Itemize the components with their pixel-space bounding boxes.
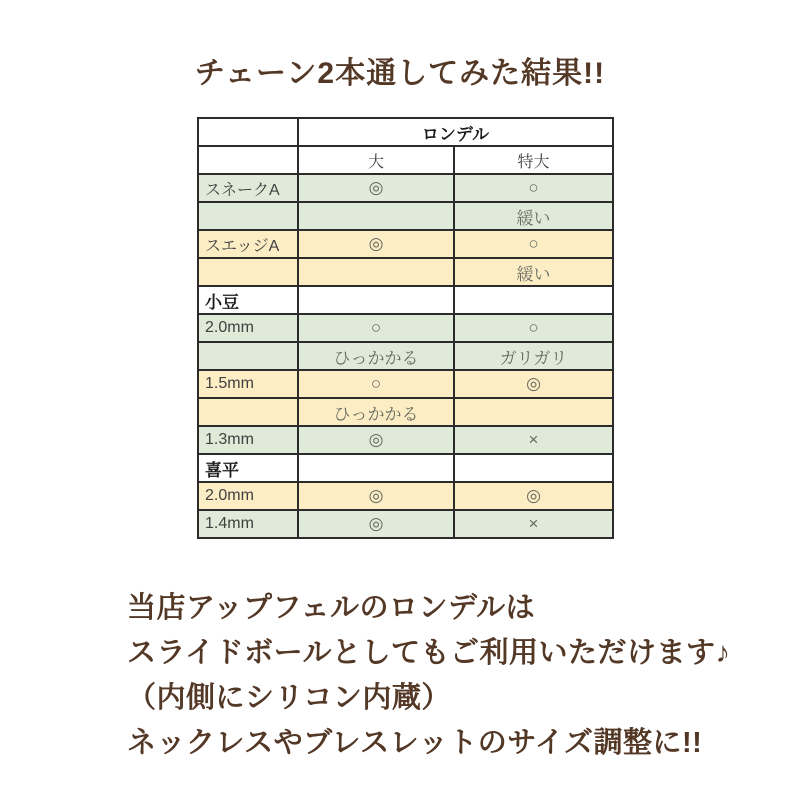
footer-line-1: 当店アップフェルのロンデルは [127,592,536,624]
cell-tokudai [454,454,613,482]
row-label [198,258,298,286]
table-row [198,174,613,202]
row-label: 1.3mm [198,426,298,454]
cell-tokudai: × [454,426,613,454]
table-body [198,174,613,538]
cell-dai: ○ [298,314,454,342]
table-row [198,342,613,370]
row-label: 2.0mm [198,314,298,342]
cell-tokudai [454,398,613,426]
cell-dai [298,454,454,482]
table-row [198,258,613,286]
table-row [198,286,613,314]
cell-dai: ひっかかる [298,342,454,370]
cell-tokudai: ○ [454,314,613,342]
corner-cell [198,146,298,174]
table-row [198,230,613,258]
row-label [198,202,298,230]
cell-dai [298,202,454,230]
cell-tokudai: ◎ [454,370,613,398]
table-row [198,454,613,482]
cell-dai [298,258,454,286]
page-title: チェーン2本通してみた結果!! [194,57,606,90]
cell-tokudai: 緩い [454,258,613,286]
table-row [198,314,613,342]
cell-dai [298,286,454,314]
table-row [198,370,613,398]
row-label: 2.0mm [198,482,298,510]
footer-line-2: スライドボールとしてもご利用いただけます♪ [127,637,731,669]
table-row [198,482,613,510]
row-label: 1.5mm [198,370,298,398]
size-header-dai: 大 [298,146,454,174]
footer-text [127,586,731,766]
footer-line-3: （内側にシリコン内蔵） [127,682,451,714]
corner-cell [198,118,298,146]
cell-tokudai: 緩い [454,202,613,230]
table-row [198,510,613,538]
row-label: 小豆 [198,286,298,314]
chain-result-table [197,117,614,539]
row-label: スネークA [198,174,298,202]
table-row [198,426,613,454]
row-label [198,342,298,370]
row-label [198,398,298,426]
cell-dai: ひっかかる [298,398,454,426]
cell-tokudai: ○ [454,230,613,258]
table-row [198,398,613,426]
cell-dai: ◎ [298,230,454,258]
table-group-header-row [198,118,613,146]
cell-tokudai: ガリガリ [454,342,613,370]
footer-line-4: ネックレスやブレスレットのサイズ調整に!! [127,727,703,759]
cell-tokudai: ○ [454,174,613,202]
cell-dai: ◎ [298,174,454,202]
row-label: 1.4mm [198,510,298,538]
cell-tokudai [454,286,613,314]
table-row [198,202,613,230]
row-label: 喜平 [198,454,298,482]
cell-dai: ◎ [298,482,454,510]
size-header-tokudai: 特大 [454,146,613,174]
rondelle-group-header: ロンデル [298,118,613,146]
table-size-header-row [198,146,613,174]
cell-dai: ○ [298,370,454,398]
cell-dai: ◎ [298,510,454,538]
cell-tokudai: × [454,510,613,538]
cell-dai: ◎ [298,426,454,454]
cell-tokudai: ◎ [454,482,613,510]
row-label: スエッジA [198,230,298,258]
